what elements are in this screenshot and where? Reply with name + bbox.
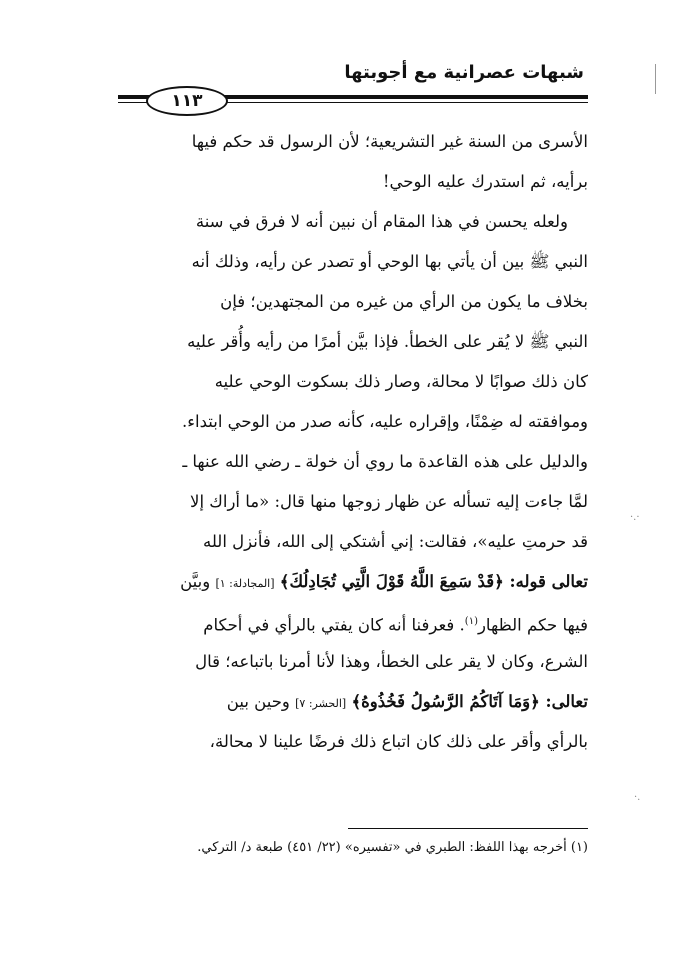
quran-verse: تعالى قوله: ﴿قَدْ سَمِعَ اللَّهُ قَوْلَ الَّتِي تُجَادِلُكَ﴾ — [279, 572, 588, 591]
text-line: الأسرى من السنة غير التشريعية؛ لأن الرسول قد حكم فيها — [191, 132, 588, 151]
quran-verse: تعالى: ﴿وَمَا آتَاكُمُ الرَّسُولُ فَخُذُوهُ﴾ — [351, 692, 588, 711]
text-line: برأيه، ثم استدرك عليه الوحي! — [382, 172, 588, 191]
text-line-footnote — [118, 602, 588, 642]
page-number: ١١٣ — [146, 86, 228, 116]
text-line: كان ذلك صوابًا لا محالة، وصار ذلك بسكوت الوحي عليه — [214, 372, 588, 391]
text-line-quran-1 — [118, 562, 588, 602]
footnote-rule — [348, 828, 588, 829]
running-header: شبهات عصرانية مع أجوبتها — [344, 62, 584, 83]
text-line: النبي ﷺ لا يُقر على الخطأ. فإذا بيَّن أمرًا من رأيه وأُقر عليه — [187, 332, 588, 351]
verse-reference: [الحشر: ٧] — [295, 697, 347, 710]
text-line: بخلاف ما يكون من الرأي من غيره من المجتهدين؛ فإن — [220, 292, 588, 311]
text-line: قد حرمتِ عليه»، فقالت: إني أشتكي إلى الله، فأنزل الله — [202, 532, 588, 551]
footnote-marker: (١) — [464, 616, 478, 627]
text-line: وموافقته له ضِمْنًا، وإقراره عليه، كأنه صدر من الوحي ابتداء. — [182, 412, 588, 431]
margin-speck: ·. — [634, 792, 641, 803]
text-fragment: وحين بين — [226, 692, 290, 711]
text-line: ولعله يحسن في هذا المقام أن نبين أنه لا فرق في سنة — [195, 212, 568, 231]
text-line-quran-2 — [118, 682, 588, 722]
text-fragment: . فعرفنا أنه كان يفتي بالرأي في أحكام — [203, 615, 465, 635]
text-line: والدليل على هذه القاعدة ما روي أن خولة ـ رضي الله عنها ـ — [182, 452, 588, 471]
verse-reference: [المجادلة: ١] — [215, 577, 275, 590]
text-line: الشرع، وكان لا يقر على الخطأ، وهذا لأنا أمرنا باتباعه؛ قال — [195, 652, 588, 671]
margin-line — [655, 64, 656, 94]
text-line: بالرأي وأقر على ذلك كان اتباع ذلك فرضًا علينا لا محالة، — [209, 732, 588, 751]
text-line: لمَّا جاءت إليه تسأله عن ظهار زوجها منها قال: «ما أراك إلا — [190, 492, 588, 511]
main-text — [118, 122, 588, 762]
footnote: (١) أخرجه بهذا اللفظ: الطبري في «تفسيره» (٢٢/ ٤٥١) طبعة د/ التركي. — [197, 840, 588, 855]
text-fragment: وبيَّن — [180, 572, 211, 591]
text-line: النبي ﷺ بين أن يأتي بها الوحي أو تصدر عن رأيه، وذلك أنه — [191, 252, 588, 271]
margin-speck: ·.· — [630, 512, 640, 523]
text-fragment: فيها حكم الظهار — [477, 615, 588, 635]
